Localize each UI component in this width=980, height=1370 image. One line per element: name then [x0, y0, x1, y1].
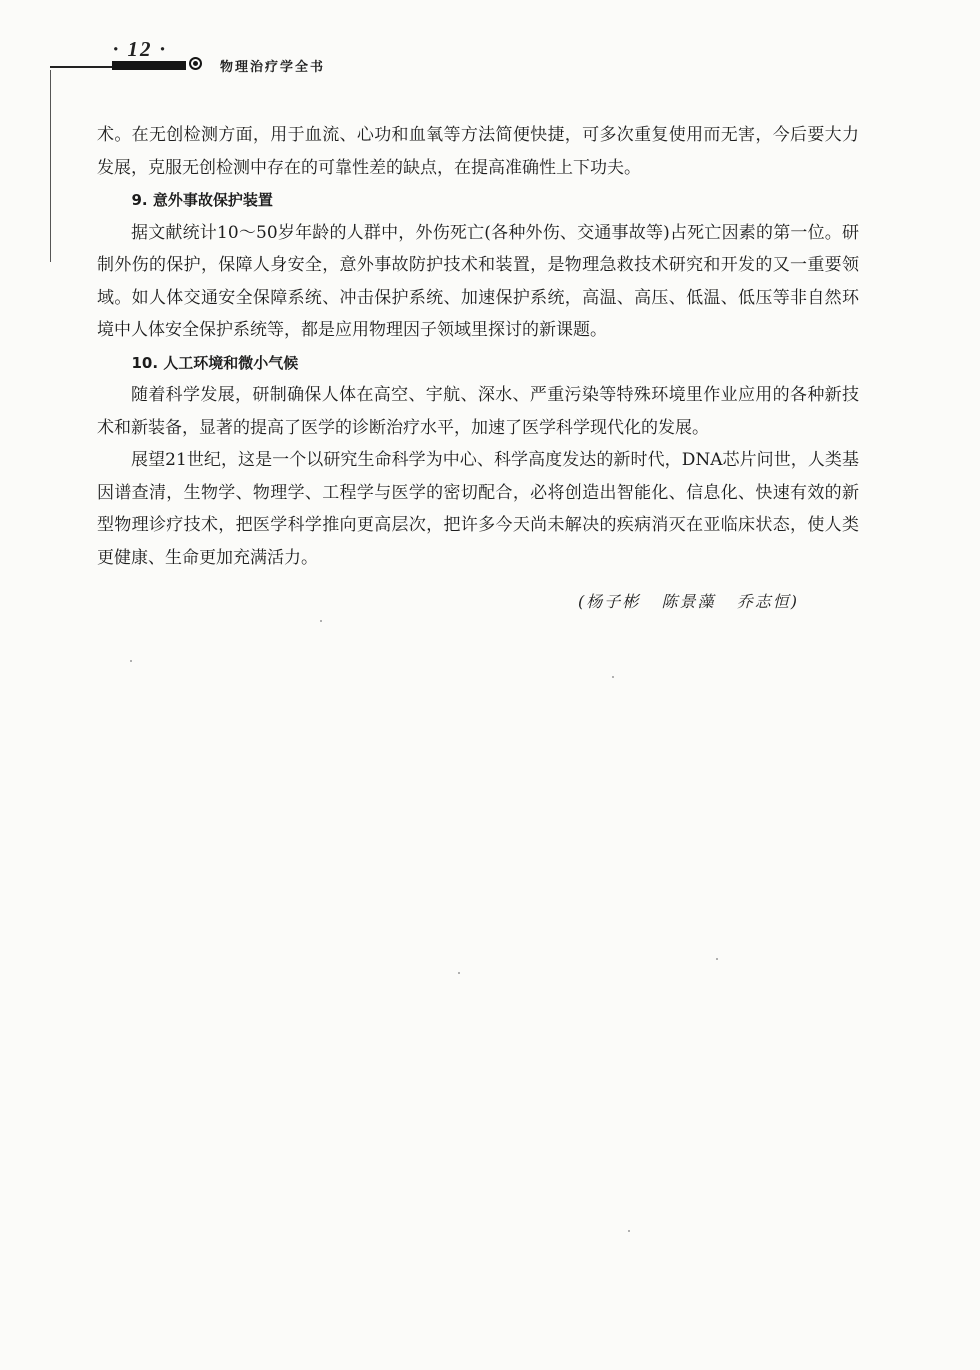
- paragraph-outlook: 展望21世纪，这是一个以研究生命科学为中心、科学高度发达的新时代，DNA芯片问世，人类基因谱查清，生物学、物理学、工程学与医学的密切配合，必将创造出智能化、信息化、快速有效的新型物理诊疗技术，把医学科学推向更高层次，把许多今天尚未解决的疾病消灭在亚临床状态，使人类更健康、生命更加充满活力。: [97, 450, 859, 568]
- body-text: [97, 119, 859, 574]
- header-rule-thick: [112, 61, 186, 70]
- scan-speck: [612, 676, 614, 678]
- paragraph-artificial-environment: 随着科学发展，研制确保人体在高空、宇航、深水、严重污染等特殊环境里作业应用的各种新技术和新装备，显著的提高了医学的诊断治疗水平，加速了医学科学现代化的发展。: [97, 385, 859, 438]
- book-title: 物理治疗学全书: [220, 60, 326, 75]
- header-rule-thin: [50, 66, 112, 68]
- section-heading-10: 10. 人工环境和微小气候: [131, 353, 299, 372]
- margin-line: [50, 70, 51, 262]
- scan-speck: [458, 972, 460, 974]
- section-heading-9: 9. 意外事故保护装置: [131, 191, 273, 209]
- scan-speck: [716, 958, 718, 960]
- header-bullet-icon: [189, 57, 202, 70]
- scan-speck: [628, 1230, 630, 1232]
- paragraph-continued: 术。在无创检测方面，用于血流、心功和血氧等方法简便快捷，可多次重复使用而无害，今后要大力发展，克服无创检测中存在的可靠性差的缺点，在提高准确性上下功夫。: [97, 125, 859, 178]
- scan-speck: [130, 660, 132, 662]
- page-number: · 12 ·: [113, 37, 167, 61]
- author-credits: (杨子彬 陈景藻 乔志恒): [578, 592, 800, 611]
- scan-speck: [320, 620, 322, 622]
- paragraph-accident-protection: 据文献统计10～50岁年龄的人群中，外伤死亡(各种外伤、交通事故等)占死亡因素的第一位。研制外伤的保护，保障人身安全，意外事故防护技术和装置，是物理急救技术研究和开发的又一重要领域。如人体交通安全保障系统、冲击保护系统、加速保护系统，高温、高压、低温、低压等非自然环境中人体安全保护系统等，都是应用物理因子领域里探讨的新课题。: [97, 222, 859, 340]
